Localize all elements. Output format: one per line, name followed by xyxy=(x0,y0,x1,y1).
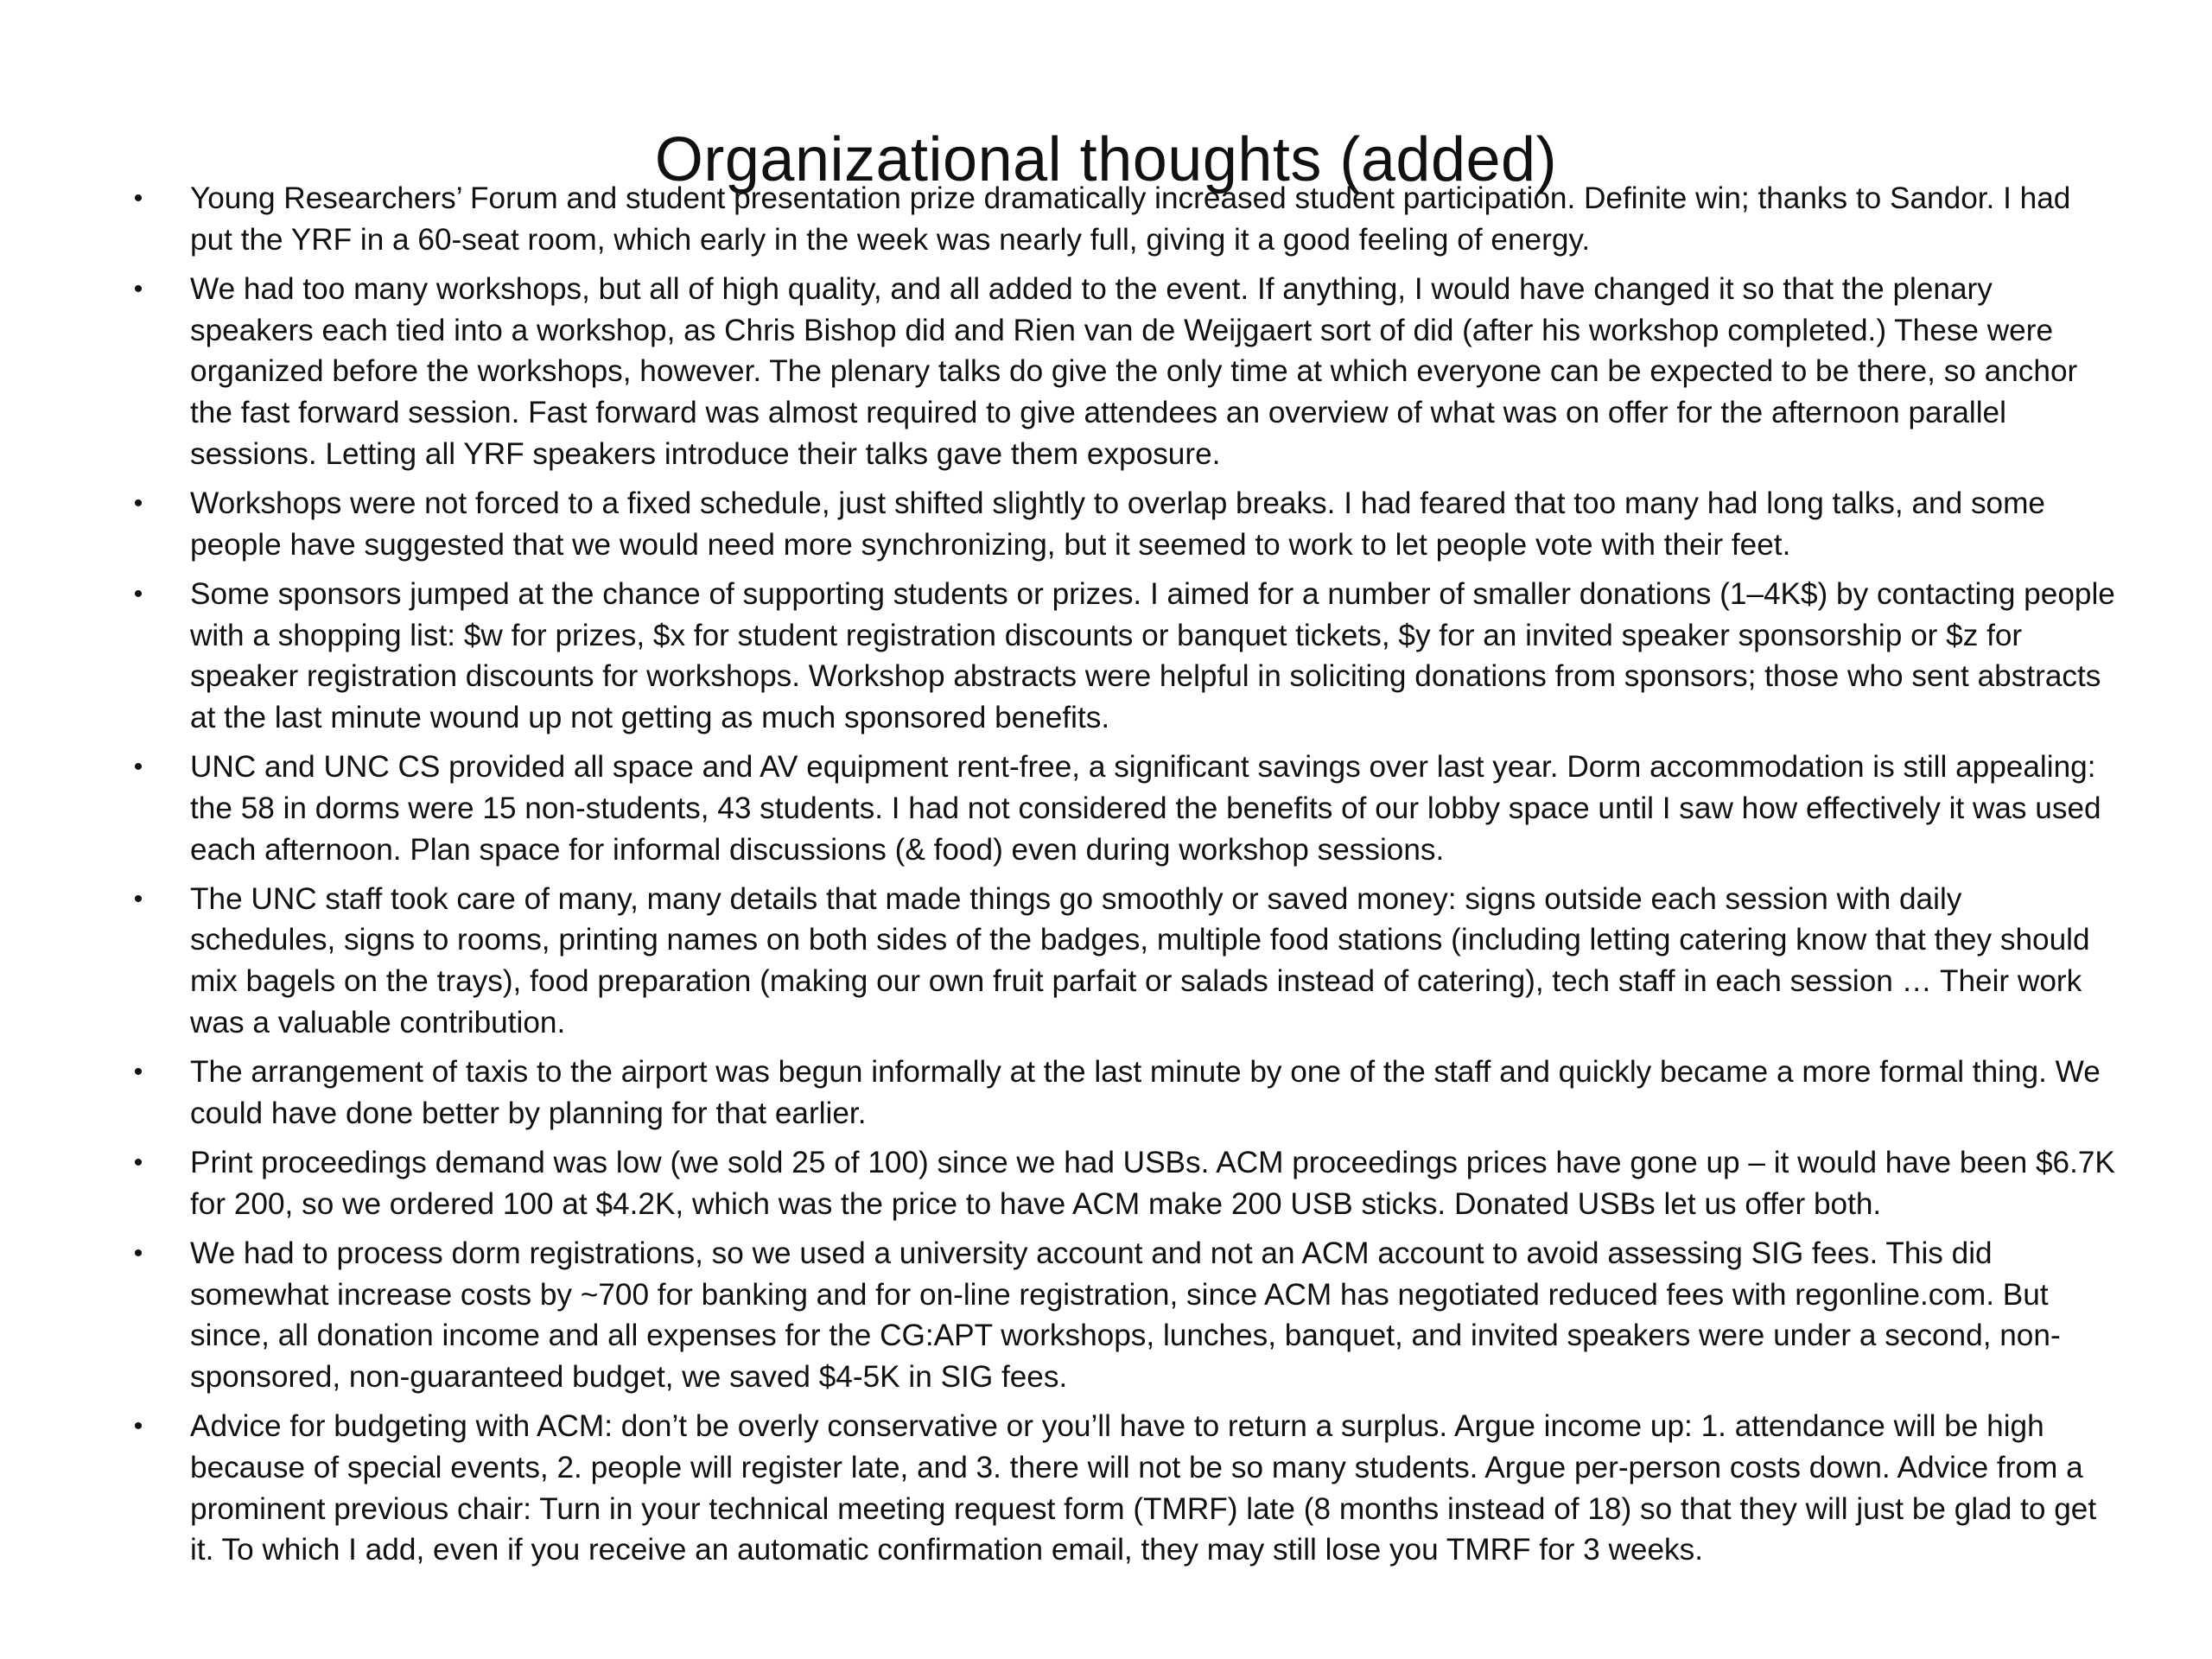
bullet-text: Advice for budgeting with ACM: don’t be overly conservative or you’ll have to return a surplus. Argue income up: 1. attendance will be high because of special events, 2. people will register late, and 3. there will not be so many students. Argue per-person costs down. Advice from a prominent previous chair: Turn in your technical meeting request form (TMRF) late (8 months instead of 18) so that they will just be glad to get it. To which I add, even if you receive an automatic confirmation email, they may still lose you TMRF for 3 weeks. xyxy=(190,1409,2097,1567)
bullet-text: Young Researchers’ Forum and student presentation prize dramatically increased student participation. Definite win; thanks to Sandor. I had put the YRF in a 60-seat room, which early in the week was nearly full, giving it a good feeling of energy. xyxy=(190,181,2071,257)
bullet-item xyxy=(128,1233,2115,1398)
bullet-item xyxy=(128,1406,2115,1571)
bullet-marker: • xyxy=(133,1058,143,1087)
bullet-text: Workshops were not forced to a fixed schedule, just shifted slightly to overlap breaks. I had feared that too many had long talks, and some people have suggested that we would need more synchronizing, but it seemed to work to let people vote with their feet. xyxy=(190,486,2045,562)
bullet-list xyxy=(128,178,2115,1580)
slide-title: Organizational thoughts (added) xyxy=(654,125,1558,195)
bullet-text: Print proceedings demand was low (we sold 25 of 100) since we had USBs. ACM proceedings prices have gone up – it would have been $6.7K for 200, so we ordered 100 at $4.2K, which was the price to have ACM make 200 USB sticks. Donated USBs let us offer both. xyxy=(190,1145,2115,1221)
bullet-marker: • xyxy=(133,1238,143,1268)
bullet-item xyxy=(128,483,2115,565)
bullet-marker: • xyxy=(133,884,143,913)
bullet-item xyxy=(128,747,2115,870)
bullet-marker: • xyxy=(133,274,143,303)
bullet-text: The arrangement of taxis to the airport was begun informally at the last minute by one of the staff and quickly became a more formal thing. We could have done better by planning for that earlier. xyxy=(190,1055,2101,1130)
bullet-item xyxy=(128,178,2115,260)
bullet-text: Some sponsors jumped at the chance of supporting students or prizes. I aimed for a number of smaller donations (1–4K$) by contacting people with a shopping list: $w for prizes, $x for student registration discounts or banquet tickets, $y for an invited speaker sponsorship or $z for speaker registration discounts for workshops. Workshop abstracts were helpful in soliciting donations from sponsors; those who sent abstracts at the last minute wound up not getting as much sponsored benefits. xyxy=(190,576,2115,734)
bullet-text: We had to process dorm registrations, so we used a university account and not an ACM account to avoid assessing SIG fees. This did somewhat increase costs by ~700 for banking and for on-line registration, since ACM has negotiated reduced fees with regonline.com. But since, all donation income and all expenses for the CG:APT workshops, lunches, banquet, and invited speakers were under a second, non-sponsored, non-guaranteed budget, we saved $4-5K in SIG fees. xyxy=(190,1236,2061,1394)
bullet-item xyxy=(128,879,2115,1044)
bullet-marker: • xyxy=(133,184,143,213)
bullet-marker: • xyxy=(133,579,143,608)
bullet-marker: • xyxy=(133,1147,143,1177)
bullet-text: UNC and UNC CS provided all space and AV equipment rent-free, a significant savings over last year. Dorm accommodation is still appealing: the 58 in dorms were 15 non-students, 43 students. I had not considered the benefits of our lobby space until I saw how effectively it was used each afternoon. Plan space for informal discussions (& food) even during workshop sessions. xyxy=(190,750,2101,867)
bullet-marker: • xyxy=(133,1412,143,1441)
bullet-item xyxy=(128,1142,2115,1224)
bullet-text: We had too many workshops, but all of high quality, and all added to the event. If anything, I would have changed it so that the plenary speakers each tied into a workshop, as Chris Bishop did and Rien van de Weijgaert sort of did (after his workshop completed.) These were organized before the workshops, however. The plenary talks do give the only time at which everyone can be expected to be there, so anchor the fast forward session. Fast forward was almost required to give attendees an overview of what was on offer for the afternoon parallel sessions. Letting all YRF speakers introduce their talks gave them exposure. xyxy=(190,271,2078,471)
bullet-text: The UNC staff took care of many, many details that made things go smoothly or saved money: signs outside each session with daily schedules, signs to rooms, printing names on both sides of the badges, multiple food stations (including letting catering know that they should mix bagels on the trays), food preparation (making our own fruit parfait or salads instead of catering), tech staff in each session … Their work was a valuable contribution. xyxy=(190,881,2090,1039)
bullet-item xyxy=(128,1052,2115,1134)
bullet-item xyxy=(128,269,2115,475)
bullet-item xyxy=(128,574,2115,739)
bullet-marker: • xyxy=(133,488,143,518)
bullet-marker: • xyxy=(133,753,143,782)
